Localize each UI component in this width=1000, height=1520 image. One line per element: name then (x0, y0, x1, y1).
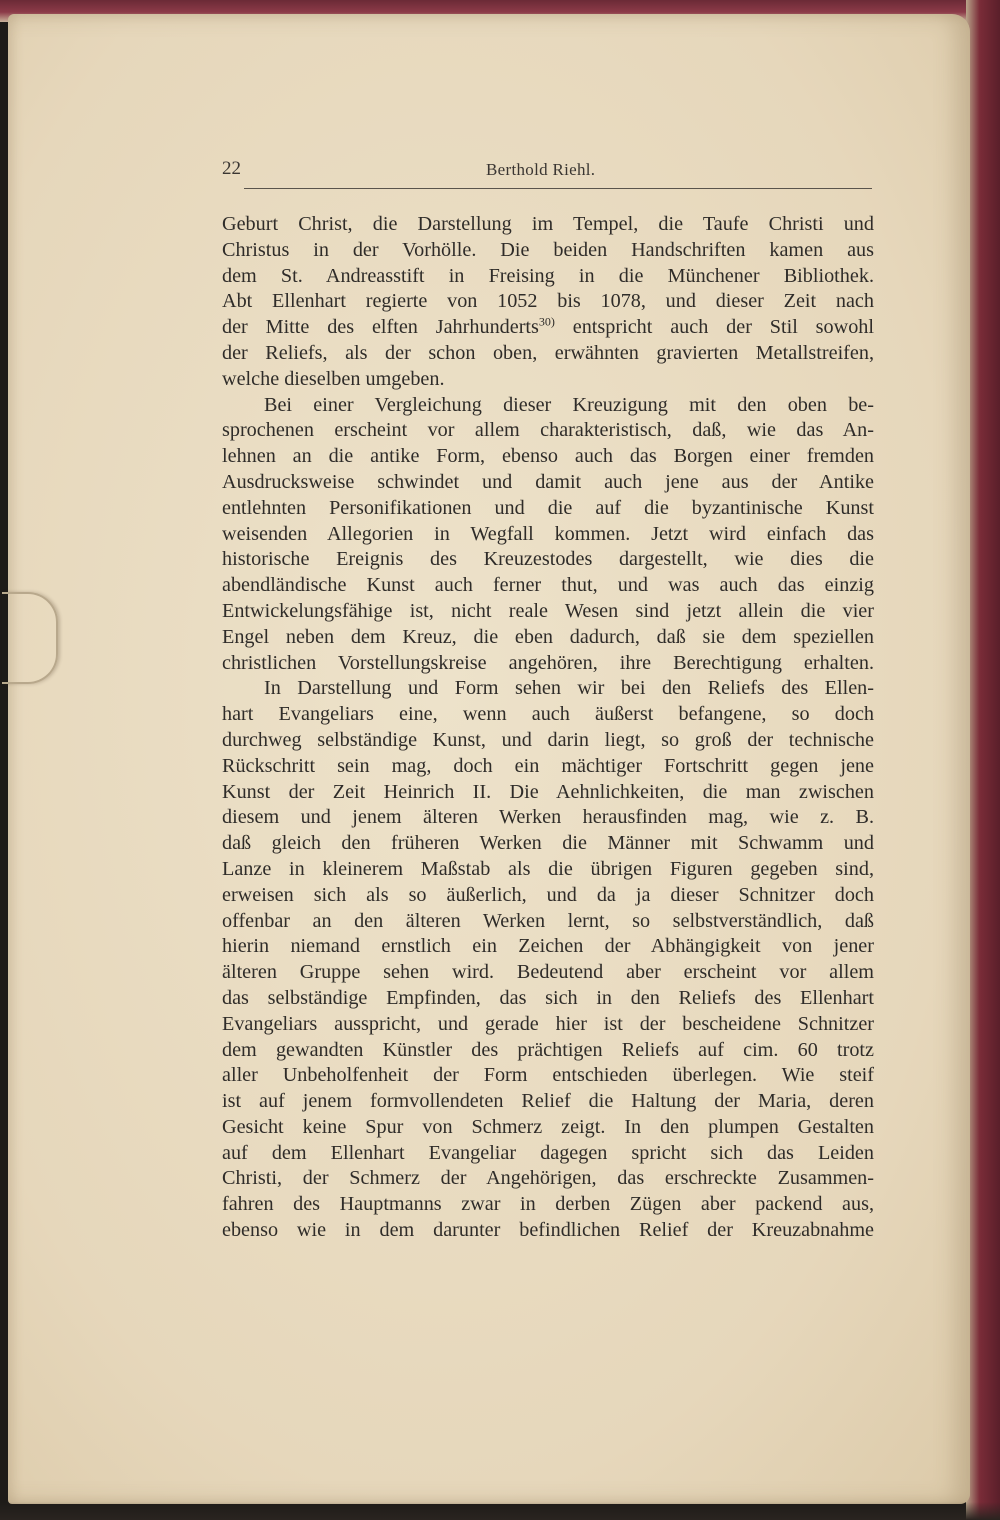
text-line: Christi, der Schmerz der Angehörigen, das erschreckte Zusammen- (222, 1167, 874, 1190)
text-segment: der Mitte des elften Jahrhunderts (222, 316, 539, 339)
text-line: auf dem Ellenhart Evangeliar dagegen spricht sich das Leiden (222, 1141, 874, 1164)
text-line: Geburt Christ, die Darstellung im Tempel, die Taufe Christi und (222, 213, 874, 235)
text-line: Gesicht keine Spur von Schmerz zeigt. In den plumpen Gestalten (222, 1115, 874, 1138)
text-line: Entwickelungsfähige ist, nicht reale Wesen sind jetzt allein die vier (222, 599, 874, 622)
text-line: das selbständige Empfinden, das sich in den Reliefs des Ellenhart (222, 986, 874, 1009)
text-line: welche dieselben umgeben. (222, 367, 445, 390)
text-line: sprochenen erscheint vor allem charakteristisch, daß, wie das An- (222, 419, 874, 442)
text-line: weisenden Allegorien in Wegfall kommen. Jetzt wird einfach das (222, 522, 874, 545)
paragraph-start: Bei einer Vergleichung dieser Kreuzigung mit den oben be- (264, 393, 874, 416)
book-cover-right-edge (966, 0, 1000, 1520)
text-line: Ausdrucksweise schwindet und damit auch jene aus der Antike (222, 470, 874, 493)
text-line: hierin niemand ernstlich ein Zeichen der Abhängigkeit von jener (222, 935, 874, 958)
text-line: christlichen Vorstellungskreise angehören, ihre Berechtigung erhalten. (222, 651, 874, 674)
text-line: durchweg selbständige Kunst, und darin liegt, so groß der technische (222, 728, 874, 751)
text-line: entlehnten Personifikationen und die auf die byzantinische Kunst (222, 496, 874, 519)
running-title: Berthold Riehl. (486, 160, 596, 179)
text-line-with-footnote (222, 315, 874, 341)
text-line: älteren Gruppe sehen wird. Bedeutend aber erscheint vor allem (222, 961, 874, 984)
footnote-reference: 30) (538, 314, 555, 329)
text-line: Rückschritt sein mag, doch ein mächtiger Fortschritt gegen jene (222, 754, 874, 777)
page-bottom-edge (0, 1502, 1000, 1520)
header-rule (244, 188, 872, 189)
text-line: Engel neben dem Kreuz, die eben dadurch, daß sie dem speziellen (222, 625, 874, 648)
text-line: hart Evangeliars eine, wenn auch äußerst befangene, so doch (222, 703, 874, 726)
text-segment: entspricht auch der Stil sowohl (554, 316, 874, 339)
text-line: dem St. Andreasstift in Freising in die Münchener Bibliothek. (222, 264, 874, 287)
text-line: abendländische Kunst auch ferner thut, und was auch das einzig (222, 574, 874, 597)
text-line: aller Unbeholfenheit der Form entschieden überlegen. Wie steif (222, 1064, 874, 1087)
text-line: Lanze in kleinerem Maßstab als die übrigen Figuren gegeben sind, (222, 857, 874, 880)
text-line: historische Ereignis des Kreuzestodes dargestellt, wie dies die (222, 548, 874, 571)
text-line: fahren des Hauptmanns zwar in derben Zügen aber packend aus, (222, 1193, 874, 1216)
text-line: dem gewandten Künstler des prächtigen Reliefs auf cim. 60 trotz (222, 1038, 874, 1061)
text-line: offenbar an den älteren Werken lernt, so selbstverständlich, daß (222, 909, 874, 932)
page-clip-mark (2, 592, 58, 684)
text-line: Christus in der Vorhölle. Die beiden Handschriften kamen aus (222, 238, 874, 261)
text-line: erweisen sich als so äußerlich, und da ja dieser Schnitzer doch (222, 883, 874, 906)
body-text (222, 212, 874, 1244)
text-line: Evangeliars ausspricht, und gerade hier ist der bescheidene Schnitzer (222, 1012, 874, 1035)
text-line: ist auf jenem formvollendeten Relief die Haltung der Maria, deren (222, 1090, 874, 1113)
text-line: diesem und jenem älteren Werken herausfinden mag, wie z. B. (222, 806, 874, 829)
paragraph-start: In Darstellung und Form sehen wir bei den Reliefs des Ellen- (264, 677, 874, 700)
text-line: Abt Ellenhart regierte von 1052 bis 1078, und dieser Zeit nach (222, 290, 874, 313)
text-line: Kunst der Zeit Heinrich II. Die Aehnlichkeiten, die man zwischen (222, 780, 874, 803)
text-line: der Reliefs, als der schon oben, erwähnten gravierten Metallstreifen, (222, 341, 874, 364)
page-number: 22 (222, 158, 241, 179)
page-header (214, 154, 874, 186)
text-line: daß gleich den früheren Werken die Männer mit Schwamm und (222, 832, 874, 855)
text-line: ebenso wie in dem darunter befindlichen Relief der Kreuzabnahme (222, 1219, 874, 1242)
text-line: lehnen an die antike Form, ebenso auch das Borgen einer fremden (222, 445, 874, 468)
